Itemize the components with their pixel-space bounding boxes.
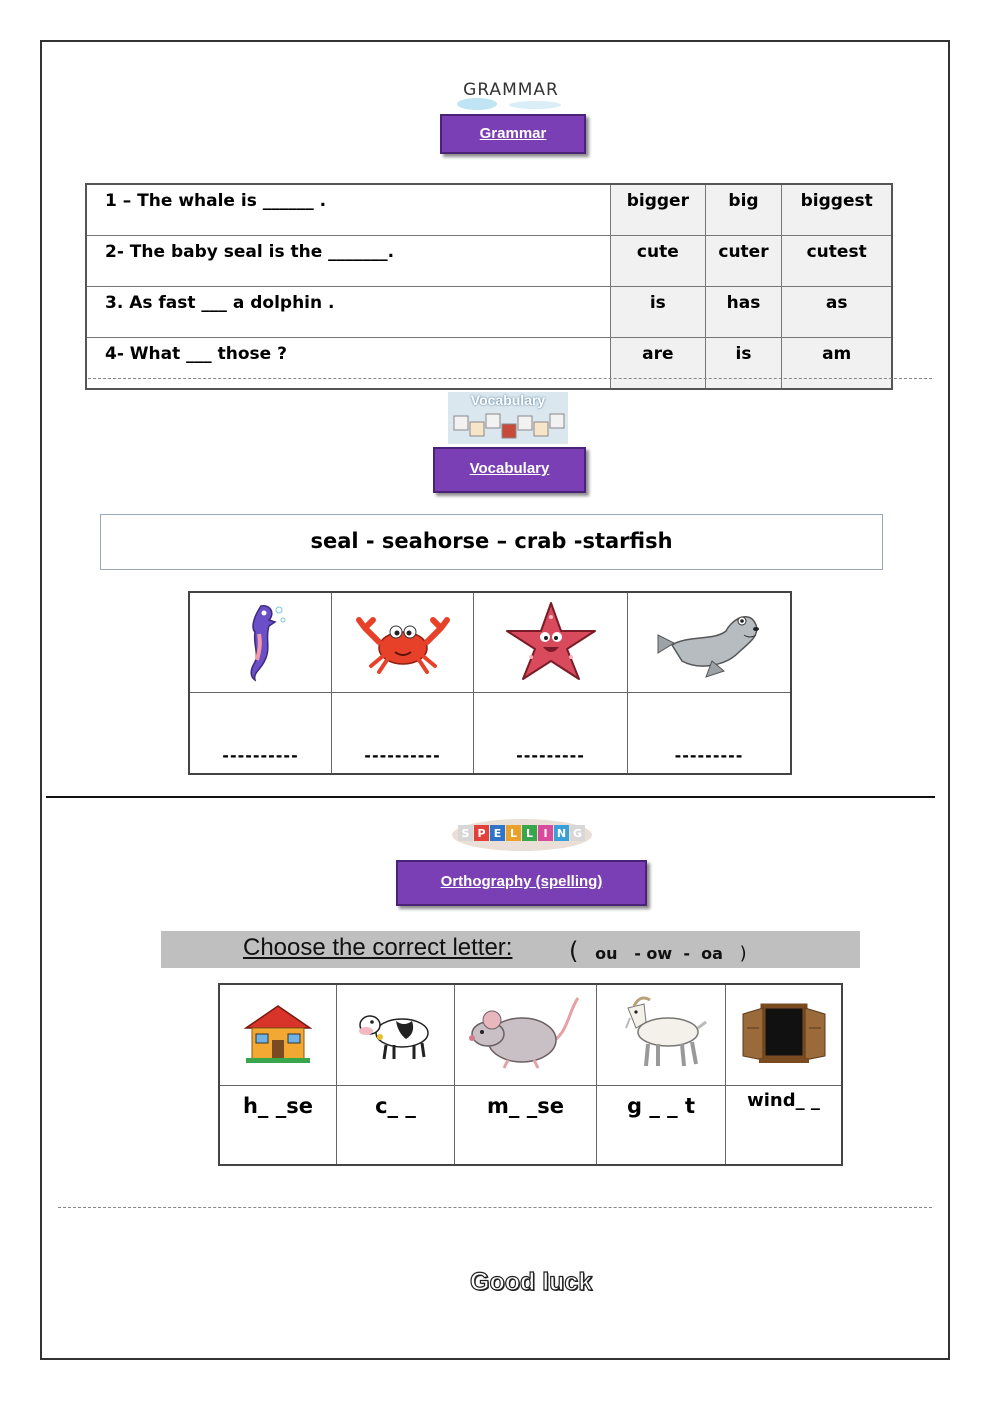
grammar-option[interactable]: is xyxy=(705,338,782,390)
picture-cell xyxy=(189,592,332,693)
grammar-question: 2- The baby seal is the _______. xyxy=(86,236,611,287)
spelling-word[interactable]: wind_ _ xyxy=(726,1086,843,1166)
paren-close: ) xyxy=(739,943,747,964)
seahorse-icon xyxy=(231,598,291,684)
window-icon xyxy=(739,1000,829,1066)
answer-blank[interactable]: --------- xyxy=(474,693,628,775)
picture-cell xyxy=(597,984,726,1086)
spelling-logo xyxy=(452,815,592,851)
spelling-word[interactable]: c_ _ xyxy=(337,1086,455,1166)
grammar-option[interactable]: am xyxy=(782,338,892,390)
grammar-button[interactable]: Grammar xyxy=(440,114,586,154)
grammar-question: 3. As fast ___ a dolphin . xyxy=(86,287,611,338)
answer-blank[interactable]: ---------- xyxy=(189,693,332,775)
table-row xyxy=(86,338,892,390)
vocabulary-logo xyxy=(448,392,568,444)
picture-cell xyxy=(332,592,474,693)
starfish-icon xyxy=(501,599,601,683)
grammar-question: 4- What ___ those ? xyxy=(86,338,611,390)
spelling-block-letter: E xyxy=(493,827,502,840)
table-row xyxy=(219,984,842,1086)
paren-open: ( xyxy=(569,937,579,965)
grammar-option[interactable]: cutest xyxy=(782,236,892,287)
mouse-icon xyxy=(464,992,588,1074)
spelling-block-letter: L xyxy=(509,827,518,840)
picture-cell xyxy=(726,984,843,1086)
grammar-question: 1 – The whale is ______ . xyxy=(86,184,611,236)
spelling-blocks-image xyxy=(452,815,592,851)
table-row xyxy=(86,184,892,236)
spelling-block-letter: I xyxy=(543,827,548,840)
spelling-block-letter: N xyxy=(556,827,567,840)
grammar-option[interactable]: cute xyxy=(611,236,706,287)
cow-icon xyxy=(356,1003,436,1063)
spelling-button[interactable]: Orthography (spelling) xyxy=(396,860,647,906)
grammar-option[interactable]: cuter xyxy=(705,236,782,287)
vocabulary-button[interactable]: Vocabulary xyxy=(433,447,586,493)
section-rule xyxy=(46,796,935,798)
grammar-option[interactable]: biggest xyxy=(782,184,892,236)
section-divider xyxy=(58,1207,932,1208)
picture-cell xyxy=(219,984,337,1086)
goat-icon xyxy=(606,994,716,1072)
word-bank: seal - seahorse – crab -starfish xyxy=(100,514,883,570)
vocabulary-logo-text: Vocabulary xyxy=(470,392,546,408)
instruction-title: Choose the correct letter: xyxy=(243,934,513,961)
spelling-block-letter: L xyxy=(525,827,534,840)
crab-icon xyxy=(355,606,451,676)
instruction-bar xyxy=(161,931,860,968)
table-row xyxy=(86,236,892,287)
options-text: ou - ow - oa xyxy=(595,944,723,963)
table-row xyxy=(189,592,791,693)
grammar-logo xyxy=(455,74,567,110)
spelling-block-letter: G xyxy=(572,827,583,840)
table-row xyxy=(189,693,791,775)
grammar-option[interactable]: big xyxy=(705,184,782,236)
vocabulary-table xyxy=(188,591,792,775)
table-row xyxy=(219,1086,842,1166)
spelling-table xyxy=(218,983,843,1166)
grammar-option[interactable]: bigger xyxy=(611,184,706,236)
good-luck-text: Good luck xyxy=(470,1268,593,1296)
grammar-table xyxy=(85,183,893,390)
answer-blank[interactable]: ---------- xyxy=(332,693,474,775)
spelling-word[interactable]: h_ _se xyxy=(219,1086,337,1166)
table-row xyxy=(86,287,892,338)
grammar-option[interactable]: has xyxy=(705,287,782,338)
grammar-logo-text: GRAMMAR xyxy=(463,80,559,100)
house-icon xyxy=(242,1002,314,1064)
seal-icon xyxy=(654,601,764,681)
grammar-option[interactable]: as xyxy=(782,287,892,338)
picture-cell xyxy=(474,592,628,693)
spelling-block-letter: S xyxy=(461,827,470,840)
section-divider xyxy=(88,378,932,379)
grammar-option[interactable]: are xyxy=(611,338,706,390)
picture-cell xyxy=(628,592,792,693)
letter-options xyxy=(569,937,747,965)
spelling-word[interactable]: m_ _se xyxy=(455,1086,597,1166)
spelling-block-letter: P xyxy=(477,827,486,840)
picture-cell xyxy=(337,984,455,1086)
spelling-word[interactable]: g _ _ t xyxy=(597,1086,726,1166)
grammar-option[interactable]: is xyxy=(611,287,706,338)
picture-cell xyxy=(455,984,597,1086)
answer-blank[interactable]: --------- xyxy=(628,693,792,775)
